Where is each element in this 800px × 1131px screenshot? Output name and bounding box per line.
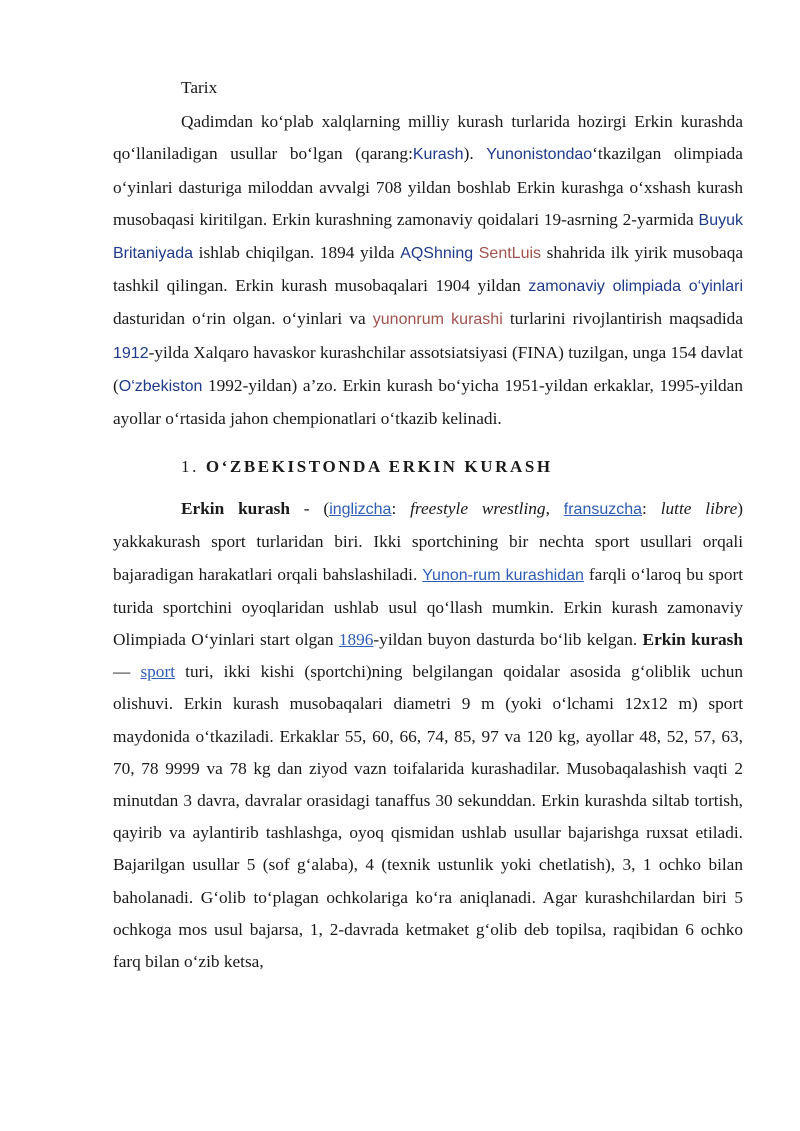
link-fransuzcha[interactable]: fransuzcha (563, 501, 643, 519)
section-title: O‘ZBEKISTONDA ERKIN KURASH (205, 457, 553, 477)
link-sentluis[interactable]: SentLuis (478, 245, 542, 263)
text: , (545, 499, 564, 519)
paragraph-erkin-kurash (113, 493, 743, 978)
text: 1992-yildan) a’zo. Erkin kurash bo‘yicha 1951-yildan erkaklar, 1995-yildan ayollar o‘rtasida jahon chempionatlari o‘tkazib kelinadi. (113, 375, 743, 429)
text: turlarini rivojlantirish maqsadida (502, 309, 743, 329)
italic-term: freestyle wrestling (410, 499, 546, 519)
text: ishlab chiqilgan. 1894 yilda (193, 243, 401, 263)
link-ozbekiston[interactable]: O‘zbekiston (118, 377, 203, 395)
text: Qadimdan ko‘plab xalqlarning milliy kurash turlarida hozirgi Erkin kurashda qo‘llaniladigan usullar bo‘lgan (qarang: (113, 112, 743, 164)
text: - ( (289, 499, 330, 519)
link-inglizcha[interactable]: inglizcha (329, 501, 392, 519)
text: shahrida ilk yirik musobaqa tashkil qilingan. Erkin kurash musobaqalari 1904 yildan (113, 243, 743, 296)
text: dasturidan o‘rin olgan. o‘yinlari va (113, 309, 373, 329)
text: -yildan buyon dasturda bo‘lib kelgan. (373, 630, 643, 650)
text: -yilda Xalqaro havaskor kurashchilar assotsiatsiyasi (FINA) tuzilgan, unga 154 davlat ( (113, 342, 743, 395)
link-aqshning[interactable]: AQShning (400, 245, 474, 263)
text: ). (463, 144, 487, 164)
link-1896[interactable]: 1896 (338, 630, 374, 650)
link-yunonrum-kurashi[interactable]: yunonrum kurashi (372, 311, 503, 329)
text: : (642, 499, 661, 519)
link-zamonaviy-olimpiada[interactable]: zamonaviy olimpiada o‘yinlari (528, 278, 743, 296)
text: — (113, 662, 141, 682)
link-kurash[interactable]: Kurash (412, 146, 464, 164)
text: farqli o‘laroq bu sport turida sportchini oyoqlaridan ushlab usul qo‘llash mumkin. Erkin kurash zamonaviy Olimpiada O‘yinlari start olgan (113, 564, 744, 650)
text: ‘tkazilgan olimpiada o‘yinlari dasturiga miloddan avvalgi 708 yildan boshlab Erkin kurashga o‘xshash kurash musobaqasi kiritilgan. Erkin kurashning zamonaviy qoidalari 19-asrning 2-yarmida (113, 144, 743, 229)
link-buyuk-britaniyada[interactable]: Buyuk Britaniyada (113, 211, 743, 263)
link-sport[interactable]: sport (140, 662, 175, 682)
text: : (391, 499, 411, 519)
bold-term: Erkin kurash (642, 630, 743, 650)
paragraph-history (113, 106, 743, 435)
bold-term: Erkin kurash (181, 499, 290, 519)
section-number: 1. (181, 457, 199, 477)
link-1912[interactable]: 1912 (113, 344, 149, 362)
heading-tarix: Tarix (181, 78, 218, 97)
section-heading (113, 451, 743, 483)
link-yunon-rum-kurashidan[interactable]: Yunon-rum kurashidan (422, 566, 584, 584)
italic-term: lutte libre (660, 499, 738, 519)
link-yunonistondao[interactable]: Yunonistondao (486, 146, 593, 164)
text: ) yakkakurash sport turlaridan biri. Ikki sportchining bir nechta sport usullari orqali bajaradigan harakatlari orqali bahslashiladi. (113, 499, 744, 584)
text: turi, ikki kishi (sportchi)ning belgilangan qoidalar asosida g‘oliblik uchun olishuvi. Erkin kurash musobaqalari diametri 9 m (yoki o‘lchami 12x12 m) sport maydonida o‘tkaziladi. Erkaklar 55, 60, 66, 74, 85, 97 va 120 kg, ayollar 48, 52, 57, 63, 70, 78 9999 va 78 kg dan ziyod vazn toifalarida kurashadilar. Musobaqalashish vaqti 2 minutdan 3 davra, davralar orasidagi tanaffus 30 sekunddan. Erkin kurashda siltab tortish, qayirib va aylantirib tashlashga, oyoq qismidan ushlab usullar bajarishga ruxsat etiladi. Bajarilgan usullar 5 (sof g‘alaba), 4 (texnik ustunlik yoki chetlatish), 3, 1 ochko bilan baholanadi. G‘olib to‘plagan ochkolariga ko‘ra aniqlanadi. Agar kurashchilardan biri 5 ochkoga mos usul bajarsa, 1, 2-davrada ketmaket g‘olib deb topilsa, raqibidan 6 ochko farq bilan o‘zib ketsa, (113, 662, 743, 972)
